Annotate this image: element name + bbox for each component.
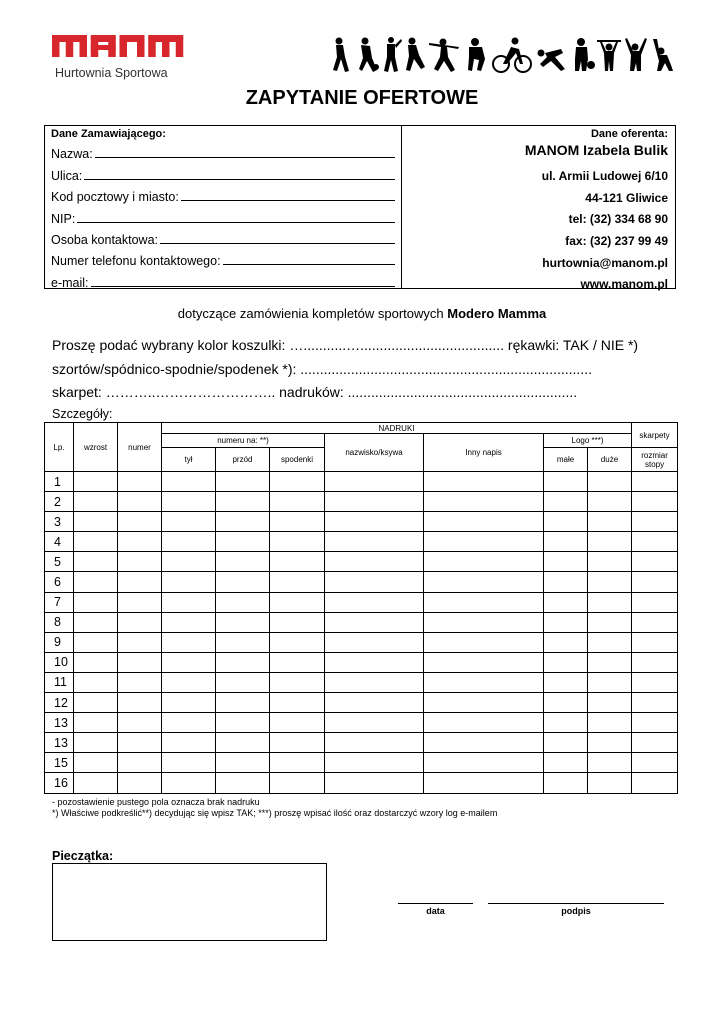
col-header-large: duże	[588, 448, 632, 472]
footnote-empty-field: - pozostawienie pustego pola oznacza brak nadruku	[52, 797, 260, 807]
table-cell[interactable]	[118, 672, 162, 692]
stamp-box[interactable]	[52, 863, 327, 941]
col-header-logo: Logo ***)	[544, 434, 632, 448]
table-cell[interactable]	[424, 572, 544, 592]
offerer-website[interactable]: www.manom.pl	[580, 277, 668, 292]
table-cell[interactable]	[632, 532, 678, 552]
table-cell[interactable]	[424, 753, 544, 773]
table-row	[45, 733, 678, 753]
table-cell[interactable]	[270, 693, 325, 713]
table-cell[interactable]	[544, 672, 588, 692]
table-row	[45, 612, 678, 632]
table-cell[interactable]	[325, 612, 424, 632]
table-cell[interactable]	[544, 652, 588, 672]
table-cell[interactable]	[544, 693, 588, 713]
row-number: 7	[45, 592, 74, 612]
table-cell[interactable]	[74, 733, 118, 753]
table-cell[interactable]	[74, 773, 118, 793]
shirt-color-question[interactable]: Proszę podać wybrany kolor koszulki: …...........…..................................... rękawki: TAK / NIE *)	[52, 337, 639, 353]
table-cell[interactable]	[424, 773, 544, 793]
table-cell[interactable]	[424, 733, 544, 753]
table-cell[interactable]	[632, 572, 678, 592]
table-cell[interactable]	[216, 552, 270, 572]
row-number: 13	[45, 733, 74, 753]
table-cell[interactable]	[325, 532, 424, 552]
col-header-other-text: Inny napis	[424, 434, 544, 472]
logo-subtitle: Hurtownia Sportowa	[55, 66, 168, 80]
postal-city-label: Kod pocztowy i miasto:	[51, 190, 179, 205]
table-cell[interactable]	[74, 472, 118, 492]
table-row	[45, 652, 678, 672]
table-cell[interactable]	[632, 672, 678, 692]
col-header-prints: NADRUKI	[162, 423, 632, 434]
table-cell[interactable]	[544, 632, 588, 652]
table-cell[interactable]	[544, 733, 588, 753]
table-row	[45, 572, 678, 592]
table-cell[interactable]	[632, 693, 678, 713]
table-cell[interactable]	[588, 512, 632, 532]
details-label: Szczegóły:	[52, 407, 113, 421]
table-cell[interactable]	[424, 652, 544, 672]
sports-silhouettes-icon	[325, 37, 675, 75]
col-header-height: wzrost	[74, 423, 118, 472]
table-row	[45, 472, 678, 492]
row-number: 16	[45, 773, 74, 793]
table-cell[interactable]	[544, 592, 588, 612]
table-cell[interactable]	[588, 492, 632, 512]
table-cell[interactable]	[632, 773, 678, 793]
table-cell[interactable]	[325, 592, 424, 612]
table-row	[45, 532, 678, 552]
table-cell[interactable]	[270, 512, 325, 532]
table-cell[interactable]	[118, 753, 162, 773]
col-header-surname: nazwisko/ksywa	[325, 434, 424, 472]
table-cell[interactable]	[162, 472, 216, 492]
table-cell[interactable]	[325, 512, 424, 532]
row-number: 15	[45, 753, 74, 773]
row-number: 5	[45, 552, 74, 572]
table-cell[interactable]	[74, 652, 118, 672]
table-cell[interactable]	[270, 652, 325, 672]
table-cell[interactable]	[424, 713, 544, 733]
table-cell[interactable]	[118, 492, 162, 512]
row-number: 6	[45, 572, 74, 592]
table-cell[interactable]	[162, 652, 216, 672]
table-cell[interactable]	[632, 632, 678, 652]
table-cell[interactable]	[588, 693, 632, 713]
table-cell[interactable]	[162, 672, 216, 692]
page-title: ZAPYTANIE OFERTOWE	[245, 87, 479, 109]
table-cell[interactable]	[270, 733, 325, 753]
table-cell[interactable]	[270, 632, 325, 652]
table-cell[interactable]	[544, 492, 588, 512]
row-number: 3	[45, 512, 74, 532]
table-row	[45, 773, 678, 793]
table-cell[interactable]	[118, 592, 162, 612]
table-cell[interactable]	[118, 512, 162, 532]
table-cell[interactable]	[632, 552, 678, 572]
table-cell[interactable]	[424, 592, 544, 612]
table-cell[interactable]	[118, 693, 162, 713]
table-row	[45, 632, 678, 652]
table-cell[interactable]	[325, 713, 424, 733]
table-cell[interactable]	[216, 672, 270, 692]
table-cell[interactable]	[162, 572, 216, 592]
table-cell[interactable]	[74, 693, 118, 713]
manom-logo-icon	[52, 33, 185, 59]
socks-print-question[interactable]: skarpet: ………..…………………….. nadruków: ...........................................................	[52, 384, 578, 400]
offerer-fax: fax: (32) 237 99 49	[565, 234, 668, 249]
table-cell[interactable]	[118, 472, 162, 492]
table-cell[interactable]	[424, 612, 544, 632]
table-cell[interactable]	[118, 713, 162, 733]
phone-field[interactable]	[51, 247, 395, 268]
table-cell[interactable]	[118, 552, 162, 572]
table-cell[interactable]	[325, 733, 424, 753]
table-cell[interactable]	[632, 612, 678, 632]
table-cell[interactable]	[270, 672, 325, 692]
contact-person-field[interactable]	[51, 226, 395, 247]
row-number: 9	[45, 632, 74, 652]
col-header-number-on: numeru na: **)	[162, 434, 325, 448]
table-cell[interactable]	[74, 492, 118, 512]
table-cell[interactable]	[74, 612, 118, 632]
table-cell[interactable]	[216, 632, 270, 652]
table-row	[45, 512, 678, 532]
table-row	[45, 753, 678, 773]
street-label: Ulica:	[51, 168, 83, 183]
row-number: 12	[45, 693, 74, 713]
col-header-small: małe	[544, 448, 588, 472]
table-cell[interactable]	[632, 492, 678, 512]
date-line[interactable]	[398, 903, 473, 904]
table-cell[interactable]	[162, 492, 216, 512]
table-cell[interactable]	[74, 753, 118, 773]
table-cell[interactable]	[588, 592, 632, 612]
company-logo	[52, 33, 168, 80]
table-cell[interactable]	[216, 492, 270, 512]
table-cell[interactable]	[544, 532, 588, 552]
postal-city-field[interactable]	[51, 183, 395, 204]
table-cell[interactable]	[544, 552, 588, 572]
table-cell[interactable]	[216, 753, 270, 773]
signature-line[interactable]	[488, 903, 664, 904]
table-cell[interactable]	[325, 572, 424, 592]
concern-line	[0, 306, 724, 321]
table-cell[interactable]	[588, 572, 632, 592]
table-cell[interactable]	[216, 713, 270, 733]
table-cell[interactable]	[74, 632, 118, 652]
nip-field[interactable]	[51, 204, 395, 225]
table-cell[interactable]	[216, 693, 270, 713]
orderer-header: Dane Zamawiającego:	[51, 128, 166, 140]
table-cell[interactable]	[270, 713, 325, 733]
concern-prefix: dotyczące zamówienia kompletów sportowych	[177, 306, 444, 321]
footnote-instructions: *) Właściwe podkreślić**) decydując się wpisz TAK; ***) proszę wpisać ilość oraz dostarczyć wzory log e-mailem	[52, 808, 498, 818]
table-row	[45, 672, 678, 692]
table-cell[interactable]	[588, 472, 632, 492]
table-cell[interactable]	[544, 472, 588, 492]
email-field[interactable]	[51, 268, 395, 289]
row-number: 13	[45, 713, 74, 733]
col-header-shorts: spodenki	[270, 448, 325, 472]
table-cell[interactable]	[162, 773, 216, 793]
table-row	[45, 552, 678, 572]
nip-label: NIP:	[51, 211, 76, 226]
row-number: 2	[45, 492, 74, 512]
table-cell[interactable]	[424, 472, 544, 492]
offerer-street: ul. Armii Ludowej 6/10	[541, 169, 668, 183]
contact-person-line[interactable]	[160, 243, 395, 244]
table-cell[interactable]	[588, 733, 632, 753]
table-cell[interactable]	[74, 592, 118, 612]
concern-product: Modero Mamma	[447, 306, 547, 321]
table-cell[interactable]	[424, 532, 544, 552]
offerer-email[interactable]: hurtownia@manom.pl	[542, 255, 668, 270]
street-line[interactable]	[84, 179, 395, 180]
table-cell[interactable]	[270, 472, 325, 492]
stamp-label: Pieczątka:	[52, 849, 114, 863]
phone-line[interactable]	[223, 264, 395, 265]
table-cell[interactable]	[588, 552, 632, 572]
table-cell[interactable]	[544, 512, 588, 532]
phone-label: Numer telefonu kontaktowego:	[51, 254, 221, 269]
table-cell[interactable]	[74, 713, 118, 733]
email-label: e-mail:	[51, 275, 89, 290]
table-row	[45, 492, 678, 512]
table-cell[interactable]	[270, 552, 325, 572]
table-cell[interactable]	[325, 492, 424, 512]
name-field[interactable]	[51, 140, 395, 161]
col-header-back: tył	[162, 448, 216, 472]
table-cell[interactable]	[588, 632, 632, 652]
street-field[interactable]	[51, 161, 395, 182]
offerer-company: MANOM Izabela Bulik	[524, 142, 668, 158]
table-cell[interactable]	[270, 572, 325, 592]
table-cell[interactable]	[424, 632, 544, 652]
table-cell[interactable]	[118, 572, 162, 592]
table-cell[interactable]	[544, 773, 588, 793]
orderer-section	[45, 126, 402, 288]
signature-label: podpis	[561, 906, 591, 916]
offerer-section	[402, 126, 675, 292]
table-cell[interactable]	[424, 672, 544, 692]
table-cell[interactable]	[424, 512, 544, 532]
table-cell[interactable]	[216, 572, 270, 592]
table-cell[interactable]	[424, 552, 544, 572]
table-cell[interactable]	[632, 472, 678, 492]
table-cell[interactable]	[588, 753, 632, 773]
order-details-table	[44, 422, 678, 794]
table-cell[interactable]	[162, 612, 216, 632]
table-cell[interactable]	[270, 532, 325, 552]
table-cell[interactable]	[216, 733, 270, 753]
table-cell[interactable]	[74, 532, 118, 552]
table-cell[interactable]	[270, 592, 325, 612]
table-cell[interactable]	[270, 612, 325, 632]
table-cell[interactable]	[162, 532, 216, 552]
table-cell[interactable]	[325, 472, 424, 492]
table-cell[interactable]	[544, 572, 588, 592]
table-row	[45, 592, 678, 612]
row-number: 1	[45, 472, 74, 492]
logo-wordmark	[52, 33, 196, 64]
table-cell[interactable]	[118, 632, 162, 652]
row-number: 10	[45, 652, 74, 672]
table-cell[interactable]	[162, 713, 216, 733]
email-line[interactable]	[91, 286, 395, 287]
table-cell[interactable]	[632, 592, 678, 612]
table-cell[interactable]	[162, 552, 216, 572]
contact-person-label: Osoba kontaktowa:	[51, 232, 159, 247]
table-row	[45, 693, 678, 713]
col-header-lp: Lp.	[45, 423, 74, 472]
table-cell[interactable]	[424, 693, 544, 713]
table-cell[interactable]	[588, 672, 632, 692]
table-cell[interactable]	[216, 612, 270, 632]
name-line[interactable]	[95, 157, 395, 158]
date-label: data	[426, 906, 445, 916]
table-cell[interactable]	[588, 612, 632, 632]
table-cell[interactable]	[325, 652, 424, 672]
col-header-front: przód	[216, 448, 270, 472]
table-cell[interactable]	[216, 652, 270, 672]
offerer-phone: tel: (32) 334 68 90	[568, 212, 668, 227]
row-number: 11	[45, 672, 74, 692]
table-cell[interactable]	[118, 532, 162, 552]
table-cell[interactable]	[74, 552, 118, 572]
table-cell[interactable]	[118, 733, 162, 753]
table-cell[interactable]	[544, 713, 588, 733]
table-cell[interactable]	[216, 512, 270, 532]
table-cell[interactable]	[118, 773, 162, 793]
table-cell[interactable]	[632, 713, 678, 733]
table-cell[interactable]	[325, 672, 424, 692]
table-cell[interactable]	[424, 492, 544, 512]
col-header-socks: skarpety	[632, 423, 678, 448]
offerer-city: 44-121 Gliwice	[585, 190, 668, 205]
table-cell[interactable]	[270, 753, 325, 773]
table-cell[interactable]	[544, 753, 588, 773]
table-cell[interactable]	[216, 773, 270, 793]
table-cell[interactable]	[544, 612, 588, 632]
table-cell[interactable]	[162, 512, 216, 532]
contact-info-box	[44, 125, 676, 292]
table-cell[interactable]	[588, 713, 632, 733]
table-cell[interactable]	[162, 693, 216, 713]
shorts-color-question[interactable]: szortów/spódnico-spodnie/spodenek *): ...........................................................................	[52, 361, 592, 377]
table-cell[interactable]	[325, 773, 424, 793]
col-header-number: numer	[118, 423, 162, 472]
nip-line[interactable]	[77, 222, 395, 223]
table-cell[interactable]	[325, 632, 424, 652]
table-cell[interactable]	[162, 592, 216, 612]
table-cell[interactable]	[74, 672, 118, 692]
table-cell[interactable]	[216, 592, 270, 612]
table-cell[interactable]	[632, 733, 678, 753]
table-cell[interactable]	[162, 753, 216, 773]
table-cell[interactable]	[325, 552, 424, 572]
table-cell[interactable]	[632, 512, 678, 532]
table-cell[interactable]	[118, 612, 162, 632]
table-cell[interactable]	[118, 652, 162, 672]
col-header-foot-size: rozmiar stopy	[632, 448, 678, 472]
footnotes	[52, 797, 497, 819]
row-number: 4	[45, 532, 74, 552]
name-label: Nazwa:	[51, 147, 93, 162]
table-cell[interactable]	[216, 532, 270, 552]
table-row	[45, 713, 678, 733]
table-cell[interactable]	[162, 632, 216, 652]
table-cell[interactable]	[74, 512, 118, 532]
table-cell[interactable]	[325, 693, 424, 713]
offerer-header: Dane oferenta:	[590, 128, 668, 140]
table-cell[interactable]	[588, 773, 632, 793]
row-number: 8	[45, 612, 74, 632]
table-cell[interactable]	[74, 572, 118, 592]
table-cell[interactable]	[632, 753, 678, 773]
table-cell[interactable]	[588, 652, 632, 672]
table-cell[interactable]	[162, 733, 216, 753]
table-cell[interactable]	[270, 773, 325, 793]
table-cell[interactable]	[216, 472, 270, 492]
postal-city-line[interactable]	[181, 200, 395, 201]
table-cell[interactable]	[632, 652, 678, 672]
table-cell[interactable]	[325, 753, 424, 773]
table-cell[interactable]	[588, 532, 632, 552]
table-cell[interactable]	[270, 492, 325, 512]
